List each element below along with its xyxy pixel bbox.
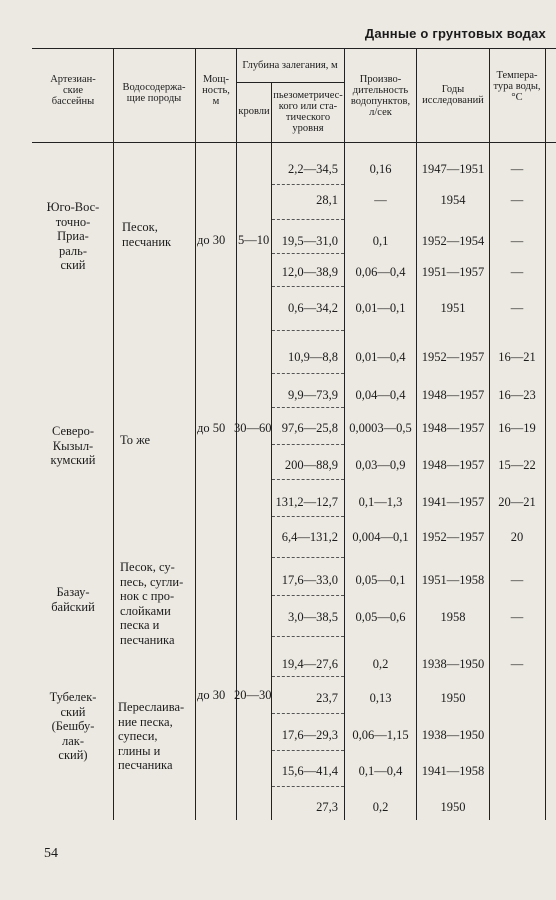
header-top-rule: [32, 48, 556, 49]
col-rule-8: [545, 48, 546, 820]
cell-prod: 0,04—0,4: [355, 388, 406, 402]
header-bottom-rule: [32, 142, 556, 143]
cell-prod: 0,03—0,9: [355, 458, 406, 472]
cell-piezo: 23,7: [316, 691, 338, 705]
cell-years: 1950: [440, 691, 466, 705]
cell-piezo: 27,3: [316, 800, 338, 814]
cell-prod: 0,05—0,1: [355, 573, 406, 587]
basin-1: Юго-Вос- точно- Приа- раль- ский: [46, 200, 100, 272]
cell-piezo: 15,6—41,4: [281, 764, 338, 778]
cell-prod: 0,13: [369, 691, 392, 705]
row-divider: [272, 786, 344, 788]
row-divider: [272, 184, 344, 186]
row-divider: [272, 479, 344, 481]
row-divider: [272, 330, 344, 332]
cell-prod: 0,2: [372, 657, 389, 671]
cell-prod: 0,01—0,1: [355, 301, 406, 315]
cell-piezo: 97,6—25,8: [281, 421, 338, 435]
row-divider: [272, 407, 344, 409]
cell-prod: 0,1—0,4: [358, 764, 403, 778]
header-thickness: Мощ- ность, м: [202, 74, 230, 107]
cell-years: 1951—1957: [421, 265, 485, 279]
cell-piezo: 10,9—8,8: [288, 350, 338, 364]
cell-piezo: 28,1: [316, 193, 338, 207]
basin-3: Базау- байский: [51, 585, 95, 614]
cell-piezo: 0,6—34,2: [288, 301, 338, 315]
cell-temp: —: [510, 301, 524, 315]
row-divider: [272, 750, 344, 752]
rocks-2: То же: [120, 433, 151, 447]
header-temperature: Темпера- тура воды, °С: [493, 70, 541, 103]
cell-temp: 16—19: [498, 421, 536, 435]
cell-years: 1941—1957: [421, 495, 485, 509]
cell-years: 1958: [440, 610, 466, 624]
cell-temp: —: [510, 234, 524, 248]
cell-prod: 0,06—0,4: [355, 265, 406, 279]
cell-temp: 15—22: [498, 458, 536, 472]
row-divider: [272, 373, 344, 375]
cell-piezo: 19,4—27,6: [281, 657, 338, 671]
cell-years: 1941—1958: [421, 764, 485, 778]
header-depth-piezo: пьезометричес- кого или ста- тического уровня: [273, 90, 343, 134]
cell-temp: 16—23: [498, 388, 536, 402]
row-divider: [272, 557, 344, 559]
cell-prod: —: [374, 193, 387, 207]
row-divider: [272, 676, 344, 678]
cell-prod: 0,01—0,4: [355, 350, 406, 364]
cell-prod: 0,004—0,1: [352, 530, 409, 544]
rocks-4: Переслаива- ние песка, супеси, глины и песчаника: [118, 700, 185, 772]
header-basins: Артезиан- ские бассейны: [50, 74, 96, 107]
cell-piezo: 131,2—12,7: [275, 495, 338, 509]
cell-temp: 16—21: [498, 350, 536, 364]
cell-piezo: 9,9—73,9: [288, 388, 338, 402]
header-depth-top: кровли: [238, 106, 270, 117]
cell-temp: —: [510, 162, 524, 176]
cell-prod: 0,0003—0,5: [349, 421, 412, 435]
cell-years: 1954: [440, 193, 466, 207]
page-title: Данные о грунтовых водах: [364, 26, 546, 41]
row-divider: [272, 516, 344, 518]
cell-temp: 20: [510, 530, 524, 544]
page-number: 54: [44, 846, 58, 861]
cell-temp: —: [510, 193, 524, 207]
basin-4: Тубелек- ский (Бешбу- лак- ский): [49, 690, 97, 762]
cell-years: 1950: [440, 800, 466, 814]
cell-piezo: 17,6—29,3: [281, 728, 338, 742]
row-divider: [272, 444, 344, 446]
cell-years: 1948—1957: [421, 388, 485, 402]
row-divider: [272, 713, 344, 715]
header-years: Годы исследований: [422, 84, 484, 106]
cell-years: 1938—1950: [421, 728, 485, 742]
rocks-3: Песок, су- песь, сугли- нок с про- слойками песка и песчаника: [120, 560, 184, 647]
depth-group-rule: [236, 82, 344, 83]
cell-years: 1951: [440, 301, 466, 315]
top-4: 20—30: [234, 688, 272, 702]
cell-piezo: 17,6—33,0: [281, 573, 338, 587]
cell-years: 1947—1951: [421, 162, 485, 176]
cell-piezo: 2,2—34,5: [288, 162, 338, 176]
header-rocks: Водосодержа- щие породы: [122, 82, 186, 104]
row-divider: [272, 636, 344, 638]
cell-years: 1952—1954: [421, 234, 485, 248]
cell-temp: —: [510, 610, 524, 624]
cell-years: 1948—1957: [421, 458, 485, 472]
row-divider: [272, 286, 344, 288]
row-divider: [272, 253, 344, 255]
top-2: 30—60: [234, 421, 272, 435]
cell-piezo: 19,5—31,0: [281, 234, 338, 248]
rocks-1: Песок, песчаник: [122, 220, 172, 249]
basin-2: Северо- Кызыл- кумский: [50, 424, 96, 467]
cell-years: 1938—1950: [421, 657, 485, 671]
header-productivity: Произво- дительность водопунктов, л/сек: [350, 74, 411, 118]
row-divider: [272, 219, 344, 221]
cell-years: 1948—1957: [421, 421, 485, 435]
cell-piezo: 12,0—38,9: [281, 265, 338, 279]
cell-prod: 0,05—0,6: [355, 610, 406, 624]
cell-prod: 0,1—1,3: [358, 495, 403, 509]
thickness-2: до 50: [197, 421, 226, 435]
cell-temp: —: [510, 573, 524, 587]
cell-temp: —: [510, 657, 524, 671]
cell-prod: 0,1: [372, 234, 389, 248]
row-divider: [272, 595, 344, 597]
cell-years: 1951—1958: [421, 573, 485, 587]
cell-piezo: 6,4—131,2: [281, 530, 338, 544]
thickness-4: до 30: [197, 688, 226, 702]
cell-temp: 20—21: [498, 495, 536, 509]
cell-piezo: 3,0—38,5: [288, 610, 338, 624]
cell-years: 1952—1957: [421, 530, 485, 544]
cell-prod: 0,16: [369, 162, 392, 176]
cell-years: 1952—1957: [421, 350, 485, 364]
col-rule-1: [113, 48, 114, 820]
cell-temp: —: [510, 265, 524, 279]
cell-piezo: 200—88,9: [284, 458, 338, 472]
top-1: 5—10: [238, 233, 270, 247]
cell-prod: 0,06—1,15: [352, 728, 409, 742]
thickness-1: до 30: [197, 233, 226, 247]
cell-prod: 0,2: [372, 800, 389, 814]
header-depth-group: Глубина залегания, м: [242, 60, 338, 71]
